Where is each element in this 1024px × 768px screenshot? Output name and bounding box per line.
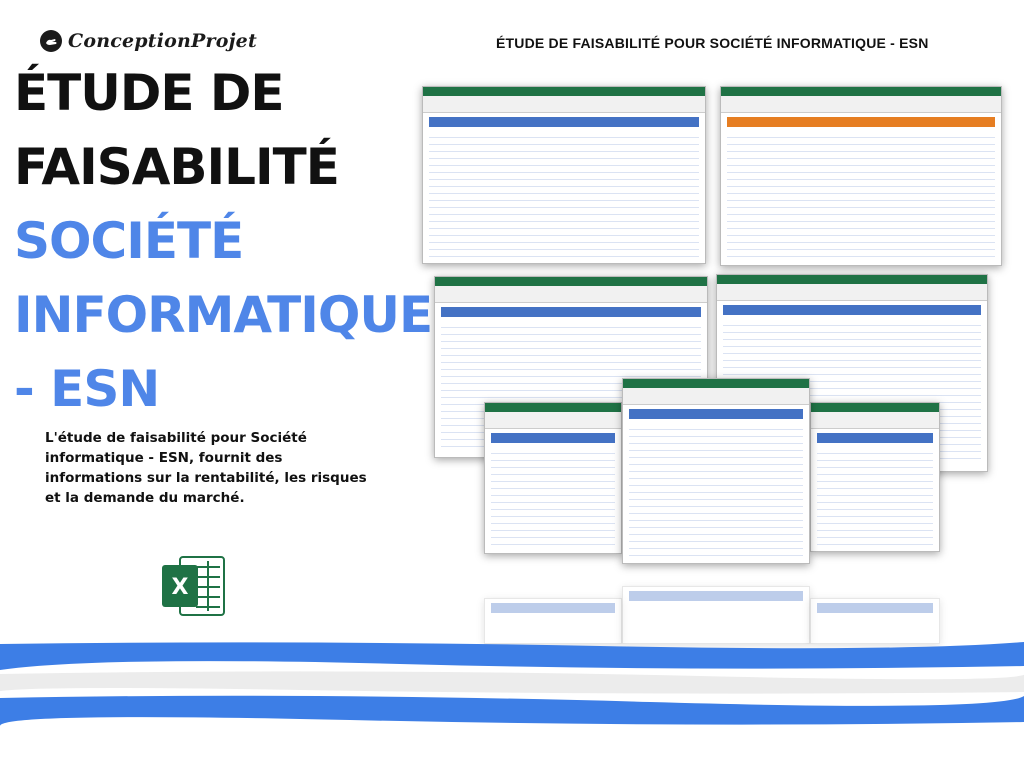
hero-line-1: ÉTUDE DE [14, 64, 284, 122]
decorative-stripes [0, 640, 1024, 730]
svg-text:X: X [171, 575, 189, 600]
brand-logo [40, 30, 257, 52]
brand-name: ConceptionProjet [68, 30, 257, 52]
description-text: L'étude de faisabilité pour Société informatique - ESN, fournit des informations sur la rentabilité, les risques et la demande du marché. [45, 430, 367, 506]
page-header-title: ÉTUDE DE FAISABILITÉ POUR SOCIÉTÉ INFORMATIQUE - ESN [496, 35, 929, 51]
spreadsheet-reflection [810, 598, 940, 644]
spreadsheet-preview [720, 86, 1002, 266]
hero-line-5: - ESN [14, 360, 160, 418]
spreadsheet-reflection [484, 598, 622, 644]
spreadsheet-preview [622, 378, 810, 564]
spreadsheet-preview [810, 402, 940, 552]
hero-line-4: INFORMATIQUE [14, 286, 433, 344]
excel-icon [160, 555, 226, 617]
spreadsheet-preview [422, 86, 706, 264]
spreadsheet-preview [484, 402, 622, 554]
hero-line-3: SOCIÉTÉ [14, 212, 244, 270]
hero-line-2: FAISABILITÉ [14, 138, 339, 196]
spreadsheet-collage [400, 80, 1020, 645]
hand-icon [40, 30, 62, 52]
spreadsheet-reflection [622, 586, 810, 644]
